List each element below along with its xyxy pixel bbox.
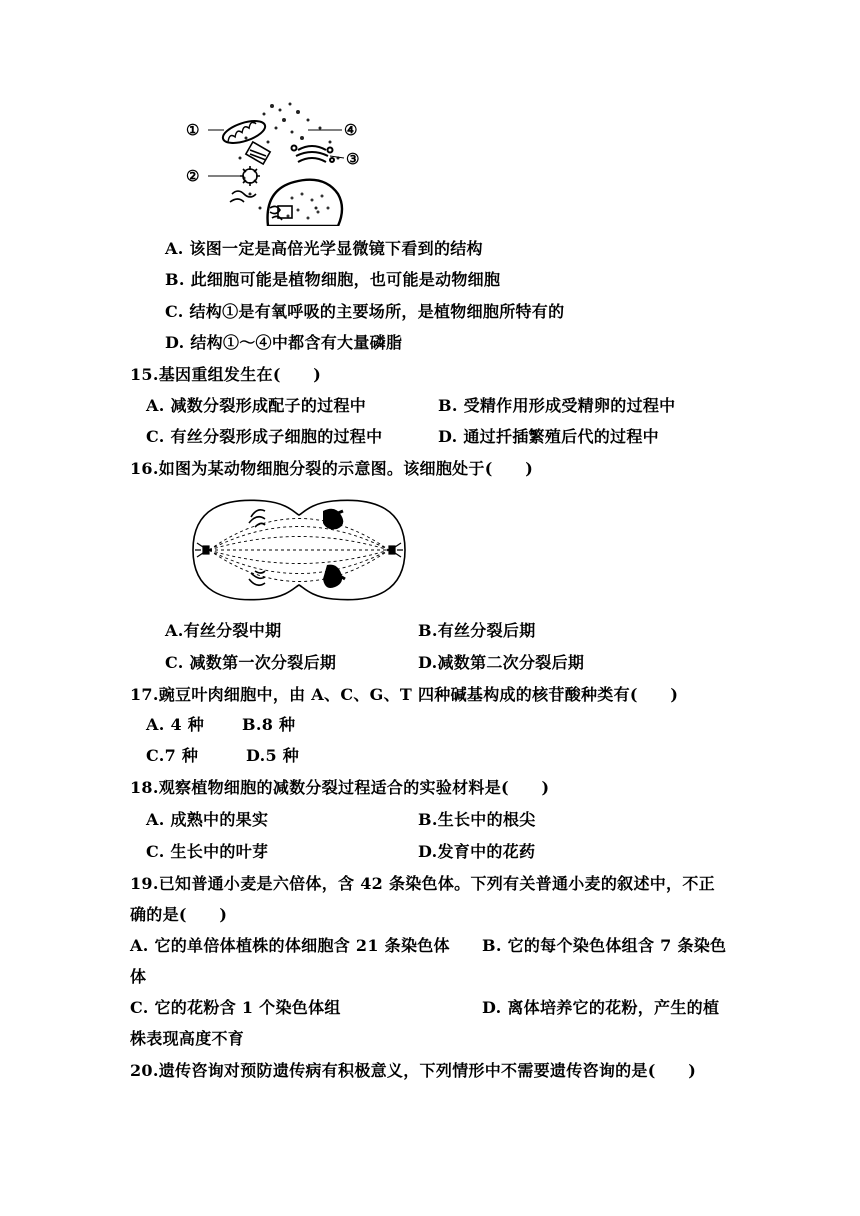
q19-stem-line2: 确的是( ) (130, 905, 228, 924)
cell-organelle-figure (180, 98, 370, 226)
q19-option-a: A. 它的单倍体植株的体细胞含 21 条染色体 (130, 936, 450, 955)
figure-label-1: ① (186, 121, 200, 139)
cell-division-figure (183, 491, 415, 609)
q17-option-c: C.7 种 (146, 746, 199, 765)
figure-label-3: ③ (346, 150, 360, 168)
q18-option-c: C. 生长中的叶芽 (146, 842, 269, 861)
q16-option-a: A.有丝分裂中期 (165, 621, 282, 640)
q20-stem: 20.遗传咨询对预防遗传病有积极意义，下列情形中不需要遗传咨询的是( ) (130, 1061, 697, 1080)
q18-option-b: B.生长中的根尖 (418, 810, 536, 829)
q15-option-d: D. 通过扦插繁殖后代的过程中 (438, 427, 659, 446)
q19-option-d-line2: 株表现高度不育 (130, 1029, 245, 1048)
q17-option-a: A. 4 种 (146, 715, 205, 734)
q19-stem-line1: 19.已知普通小麦是六倍体，含 42 条染色体。下列有关普通小麦的叙述中，不正 (130, 874, 715, 893)
q15-stem: 15.基因重组发生在( ) (130, 365, 322, 384)
q18-option-d: D.发育中的花药 (418, 842, 536, 861)
q14-option-d: D. 结构①～④中都含有大量磷脂 (165, 333, 403, 352)
q19-option-c: C. 它的花粉含 1 个染色体组 (130, 998, 341, 1017)
q19-option-b-line2: 体 (130, 967, 147, 986)
q16-option-c: C. 减数第一次分裂后期 (165, 653, 337, 672)
q15-option-a: A. 减数分裂形成配子的过程中 (146, 396, 367, 415)
q18-stem: 18.观察植物细胞的减数分裂过程适合的实验材料是( ) (130, 778, 550, 797)
q15-option-b: B. 受精作用形成受精卵的过程中 (438, 396, 676, 415)
q16-stem: 16.如图为某动物细胞分裂的示意图。该细胞处于( ) (130, 459, 534, 478)
q19-option-d-line1: D. 离体培养它的花粉，产生的植 (482, 998, 720, 1017)
q17-option-d: D.5 种 (246, 746, 300, 765)
q14-option-c: C. 结构①是有氧呼吸的主要场所，是植物细胞所特有的 (165, 302, 565, 321)
q18-option-a: A. 成熟中的果实 (146, 810, 269, 829)
q17-option-b: B.8 种 (242, 715, 296, 734)
figure-label-4: ④ (344, 121, 358, 139)
q16-option-d: D.减数第二次分裂后期 (418, 653, 585, 672)
q14-option-b: B. 此细胞可能是植物细胞，也可能是动物细胞 (165, 270, 501, 289)
mitochondrion-shape (220, 117, 267, 148)
q15-option-c: C. 有丝分裂形成子细胞的过程中 (146, 427, 383, 446)
q19-option-b-line1: B. 它的每个染色体组含 7 条染色 (482, 936, 727, 955)
q16-option-b: B.有丝分裂后期 (418, 621, 536, 640)
q14-option-a: A. 该图一定是高倍光学显微镜下看到的结构 (165, 239, 483, 258)
figure-label-2: ② (186, 167, 200, 185)
q17-stem: 17.豌豆叶肉细胞中，由 A、C、G、T 四种碱基构成的核苷酸种类有( ) (130, 685, 679, 704)
